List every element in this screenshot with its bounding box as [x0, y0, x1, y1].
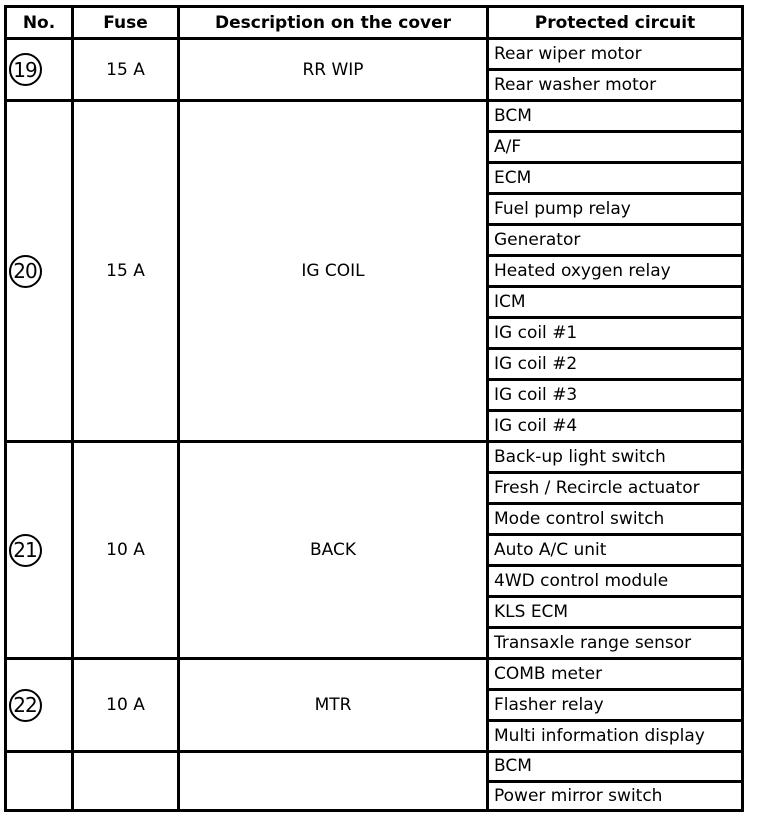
fuse-rating: 10 A	[74, 443, 180, 657]
cover-description: RR WIP	[180, 40, 489, 99]
fuse-number-circle: 20	[9, 255, 42, 288]
protected-circuit-item: IG coil #2	[489, 350, 741, 381]
cover-description	[180, 753, 489, 809]
table-row-group	[7, 443, 741, 660]
protected-circuit-item: Auto A/C unit	[489, 536, 741, 567]
protected-circuit-item: Generator	[489, 226, 741, 257]
protected-circuit-item: KLS ECM	[489, 598, 741, 629]
fuse-number-circle: 22	[9, 689, 42, 722]
protected-circuit-item: Mode control switch	[489, 505, 741, 536]
table-header	[7, 8, 741, 40]
fuse-number-cell	[7, 660, 74, 750]
fuse-rating	[74, 753, 180, 809]
protected-circuit-list	[489, 102, 741, 440]
protected-circuit-list	[489, 40, 741, 99]
fuse-number-cell	[7, 102, 74, 440]
protected-circuit-item: BCM	[489, 102, 741, 133]
protected-circuit-item: Flasher relay	[489, 691, 741, 722]
protected-circuit-item: 4WD control module	[489, 567, 741, 598]
protected-circuit-item: Rear washer motor	[494, 75, 657, 95]
protected-circuit-item: ECM	[489, 164, 741, 195]
cover-description: IG COIL	[180, 102, 489, 440]
protected-circuit-item: IG coil #3	[489, 381, 741, 412]
fuse-number-circle: 19	[9, 53, 42, 86]
protected-circuit-item: IG coil #4	[494, 416, 578, 436]
protected-circuit-item: COMB meter	[489, 660, 741, 691]
table-row-group	[7, 102, 741, 443]
protected-circuit-item: Power mirror switch	[494, 785, 663, 806]
protected-circuit-item: ICM	[489, 288, 741, 319]
fuse-number-cell	[7, 40, 74, 99]
table-row-group	[7, 40, 741, 102]
protected-circuit-item: Rear wiper motor	[489, 40, 741, 71]
header-description: Description on the cover	[180, 8, 489, 37]
protected-circuit-item: Multi information display	[494, 726, 705, 746]
protected-circuit-list	[489, 753, 741, 809]
fuse-number-cell	[7, 753, 74, 809]
protected-circuit-item: IG coil #1	[489, 319, 741, 350]
fuse-rating: 15 A	[74, 40, 180, 99]
protected-circuit-item: Fuel pump relay	[489, 195, 741, 226]
fuse-table	[4, 5, 744, 812]
fuse-number-circle: 21	[9, 534, 42, 567]
protected-circuit-item: BCM	[489, 753, 741, 783]
protected-circuit-list	[489, 443, 741, 657]
cover-description: MTR	[180, 660, 489, 750]
fuse-rating: 10 A	[74, 660, 180, 750]
table-row-group	[7, 753, 741, 809]
header-no: No.	[7, 8, 74, 37]
cover-description: BACK	[180, 443, 489, 657]
protected-circuit-item: A/F	[489, 133, 741, 164]
fuse-number-cell	[7, 443, 74, 657]
protected-circuit-item: Heated oxygen relay	[489, 257, 741, 288]
header-protected-circuit: Protected circuit	[534, 12, 696, 33]
protected-circuit-item: Transaxle range sensor	[494, 633, 692, 653]
protected-circuit-list	[489, 660, 741, 750]
table-row-group	[7, 660, 741, 753]
protected-circuit-item: Back-up light switch	[489, 443, 741, 474]
fuse-rating: 15 A	[74, 102, 180, 440]
header-fuse: Fuse	[74, 8, 180, 37]
protected-circuit-item: Fresh / Recircle actuator	[489, 474, 741, 505]
